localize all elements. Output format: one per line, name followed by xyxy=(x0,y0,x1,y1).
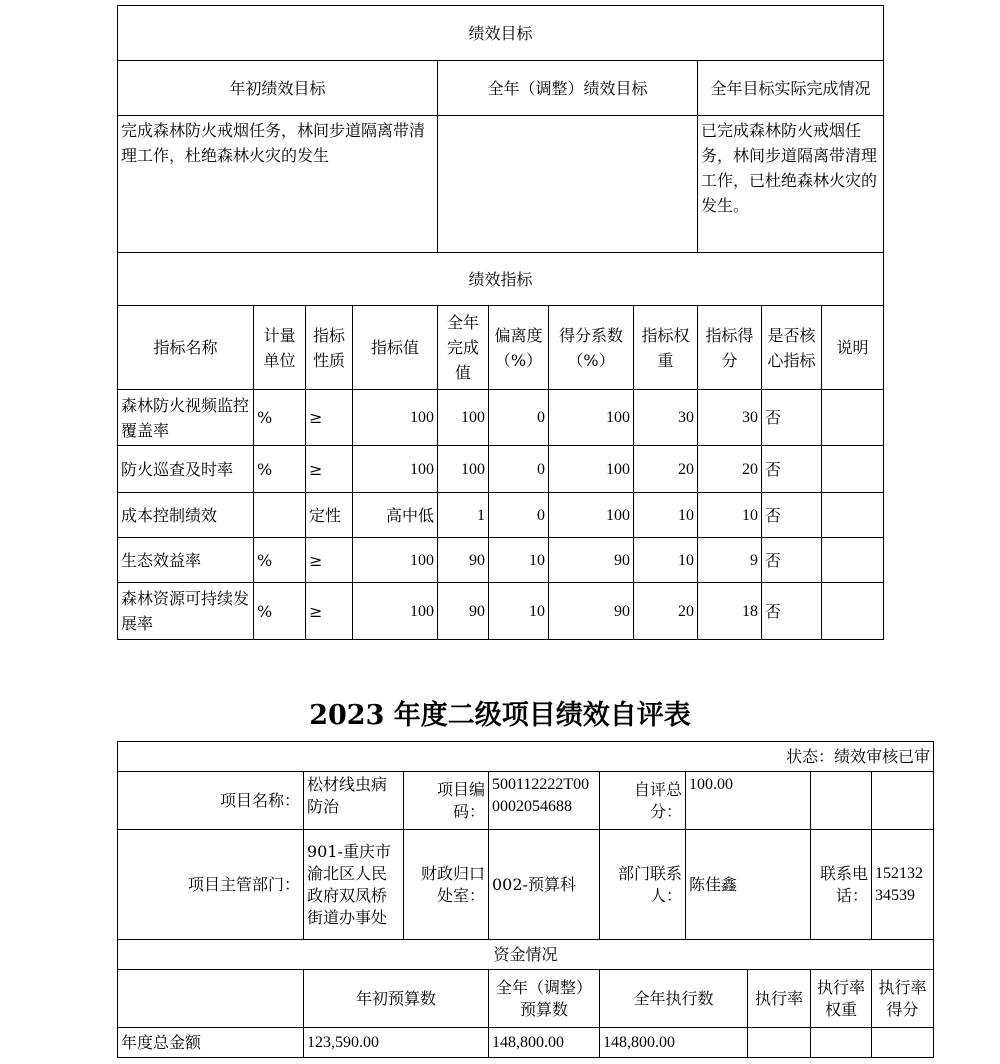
indicator-target: 高中低 xyxy=(353,493,438,538)
project-code-label: 项目编码： xyxy=(404,772,489,830)
funds-rate-weight-value xyxy=(811,1028,872,1058)
header-exec-rate-score: 执行率得分 xyxy=(872,970,934,1028)
header-adjusted-budget: 全年（调整）预算数 xyxy=(489,970,600,1028)
indicator-core: 否 xyxy=(762,583,822,640)
indicator-deviation: 0 xyxy=(489,390,549,446)
finance-value: 002-预算科 xyxy=(489,830,600,940)
dept-value: 901-重庆市渝北区人民政府双凤桥街道办事处 xyxy=(304,830,404,940)
funds-header-row xyxy=(118,970,934,1028)
header-executed: 全年执行数 xyxy=(600,970,748,1028)
indicator-target: 100 xyxy=(353,390,438,446)
indicator-name: 森林防火视频监控覆盖率 xyxy=(118,390,254,446)
indicator-weight: 10 xyxy=(634,538,698,583)
header-note: 说明 xyxy=(822,306,884,390)
header-target: 指标值 xyxy=(353,306,438,390)
indicator-actual: 100 xyxy=(438,390,489,446)
indicator-coef: 100 xyxy=(549,390,634,446)
indicator-deviation: 10 xyxy=(489,538,549,583)
performance-table xyxy=(117,5,884,640)
funds-section-title: 资金情况 xyxy=(118,940,934,970)
indicator-coef: 90 xyxy=(549,538,634,583)
indicator-score: 20 xyxy=(698,446,762,493)
header-exec-rate-weight: 执行率权重 xyxy=(811,970,872,1028)
indicator-name: 森林资源可持续发展率 xyxy=(118,583,254,640)
header-weight: 指标权重 xyxy=(634,306,698,390)
table-row xyxy=(118,583,884,640)
indicator-actual: 1 xyxy=(438,493,489,538)
header-initial-budget: 年初预算数 xyxy=(304,970,489,1028)
indicator-unit: % xyxy=(254,583,306,640)
header-actual: 全年完成值 xyxy=(438,306,489,390)
indicator-coef: 90 xyxy=(549,583,634,640)
initial-goal-text: 完成森林防火戒烟任务，林间步道隔离带清理工作，杜绝森林火灾的发生 xyxy=(118,116,438,253)
phone-value: 15213234539 xyxy=(872,830,934,940)
self-score-label: 自评总分： xyxy=(600,772,686,830)
funds-rate-score-value xyxy=(872,1028,934,1058)
indicator-note xyxy=(822,583,884,640)
status-text: 状态：绩效审核已审 xyxy=(118,742,934,772)
table-row xyxy=(118,446,884,493)
contact-value: 陈佳鑫 xyxy=(686,830,811,940)
indicator-coef: 100 xyxy=(549,446,634,493)
self-evaluation-table xyxy=(117,741,934,1058)
indicator-core: 否 xyxy=(762,390,822,446)
finance-label: 财政归口处室： xyxy=(404,830,489,940)
indicator-nature: 定性 xyxy=(306,493,353,538)
indicator-nature: ≥ xyxy=(306,390,353,446)
col-initial-goal: 年初绩效目标 xyxy=(118,61,438,116)
indicator-deviation: 0 xyxy=(489,493,549,538)
funds-initial-value: 123,590.00 xyxy=(304,1028,489,1058)
indicator-score: 9 xyxy=(698,538,762,583)
indicator-name: 生态效益率 xyxy=(118,538,254,583)
empty-cell xyxy=(872,772,934,830)
col-adjusted-goal: 全年（调整）绩效目标 xyxy=(438,61,698,116)
project-name-value: 松材线虫病防治 xyxy=(304,772,404,830)
indicator-weight: 10 xyxy=(634,493,698,538)
header-unit: 计量单位 xyxy=(254,306,306,390)
header-score: 指标得分 xyxy=(698,306,762,390)
indicator-unit xyxy=(254,493,306,538)
indicator-score: 10 xyxy=(698,493,762,538)
adjusted-goal-text xyxy=(438,116,698,253)
indicator-deviation: 10 xyxy=(489,583,549,640)
indicator-weight: 20 xyxy=(634,446,698,493)
indicator-unit: % xyxy=(254,446,306,493)
project-code-value: 500112222T000002054688 xyxy=(489,772,600,830)
indicator-note xyxy=(822,390,884,446)
empty-cell xyxy=(118,970,304,1028)
header-core: 是否核心指标 xyxy=(762,306,822,390)
indicator-target: 100 xyxy=(353,538,438,583)
perf-indicator-section-title: 绩效指标 xyxy=(118,253,884,306)
funds-adjusted-value: 148,800.00 xyxy=(489,1028,600,1058)
table-row xyxy=(118,538,884,583)
indicator-unit: % xyxy=(254,390,306,446)
indicator-target: 100 xyxy=(353,583,438,640)
indicator-deviation: 0 xyxy=(489,446,549,493)
indicator-unit: % xyxy=(254,538,306,583)
indicator-name: 防火巡查及时率 xyxy=(118,446,254,493)
phone-label: 联系电话： xyxy=(811,830,872,940)
funds-rate-value xyxy=(748,1028,811,1058)
indicator-core: 否 xyxy=(762,538,822,583)
indicator-nature: ≥ xyxy=(306,538,353,583)
indicator-target: 100 xyxy=(353,446,438,493)
table-row xyxy=(118,1028,934,1058)
form-title: 2023 年度二级项目绩效自评表 xyxy=(309,700,691,731)
header-indicator-name: 指标名称 xyxy=(118,306,254,390)
table-row xyxy=(118,493,884,538)
indicator-header-row xyxy=(118,306,884,390)
self-score-value: 100.00 xyxy=(686,772,811,830)
indicator-note xyxy=(822,538,884,583)
indicator-name: 成本控制绩效 xyxy=(118,493,254,538)
indicator-weight: 20 xyxy=(634,583,698,640)
indicator-core: 否 xyxy=(762,446,822,493)
indicator-core: 否 xyxy=(762,493,822,538)
indicator-coef: 100 xyxy=(549,493,634,538)
indicator-nature: ≥ xyxy=(306,446,353,493)
header-deviation: 偏离度（%） xyxy=(489,306,549,390)
actual-goal-text: 已完成森林防火戒烟任务，林间步道隔离带清理工作，已杜绝森林火灾的发生。 xyxy=(698,116,884,253)
table-row xyxy=(118,390,884,446)
funds-row-label: 年度总金额 xyxy=(118,1028,304,1058)
indicator-note xyxy=(822,446,884,493)
header-nature: 指标性质 xyxy=(306,306,353,390)
indicator-score: 30 xyxy=(698,390,762,446)
indicator-nature: ≥ xyxy=(306,583,353,640)
project-name-label: 项目名称： xyxy=(118,772,304,830)
indicator-note xyxy=(822,493,884,538)
contact-label: 部门联系人： xyxy=(600,830,686,940)
indicator-actual: 90 xyxy=(438,583,489,640)
dept-label: 项目主管部门： xyxy=(118,830,304,940)
header-exec-rate: 执行率 xyxy=(748,970,811,1028)
empty-cell xyxy=(811,772,872,830)
indicator-actual: 90 xyxy=(438,538,489,583)
col-actual-goal: 全年目标实际完成情况 xyxy=(698,61,884,116)
header-coef: 得分系数（%） xyxy=(549,306,634,390)
indicator-actual: 100 xyxy=(438,446,489,493)
funds-executed-value: 148,800.00 xyxy=(600,1028,748,1058)
indicator-score: 18 xyxy=(698,583,762,640)
indicator-weight: 30 xyxy=(634,390,698,446)
perf-goal-section-title: 绩效目标 xyxy=(118,6,884,61)
